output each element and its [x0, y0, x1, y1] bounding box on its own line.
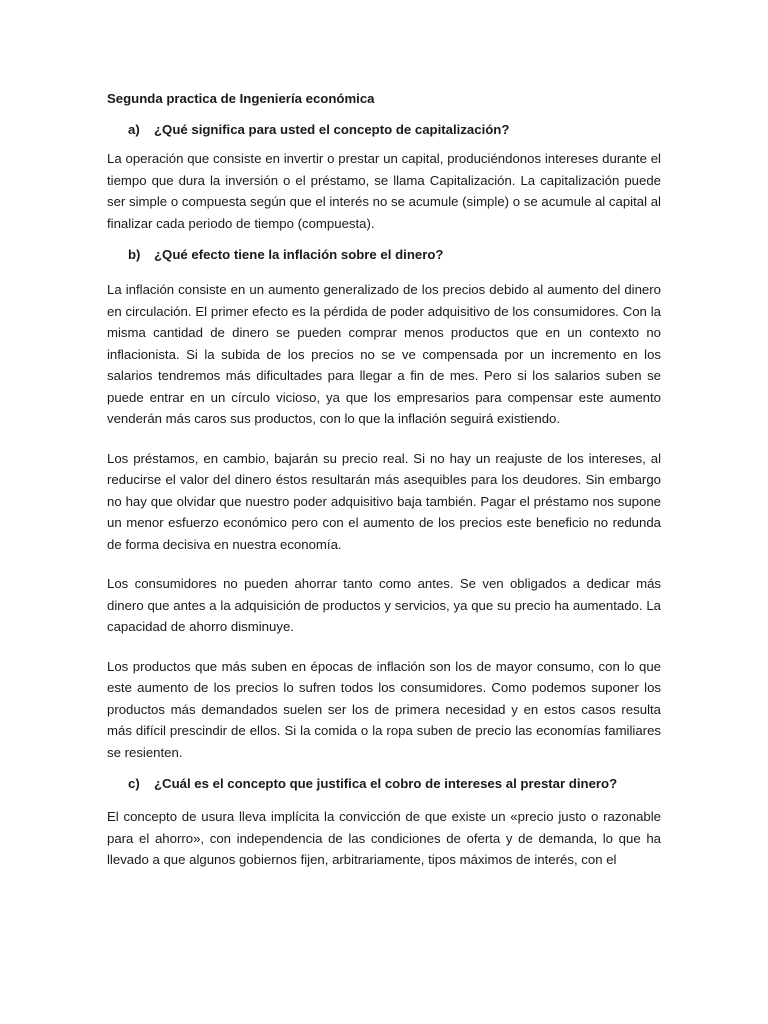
question-a-marker: a) [128, 122, 140, 137]
question-c-marker: c) [128, 776, 140, 791]
answer-b-paragraph-3: Los consumidores no pueden ahorrar tanto como antes. Se ven obligados a dedicar más dinero que antes a la adquisición de productos y servicios, ya que su precio ha aumentado. La capacidad de ahorro disminuye. [107, 576, 661, 634]
question-a-text: ¿Qué significa para usted el concepto de capitalización? [154, 122, 510, 137]
answer-b-paragraph-1: La inflación consiste en un aumento generalizado de los precios debido al aumento del dinero en circulación. El primer efecto es la pérdida de poder adquisitivo de los consumidores. Con la misma cantidad de dinero se pueden comprar menos productos que en un contexto no inflacionista. Si la subida de los precios no se ve compensada por un incremento en los salarios tendremos más dificultades para llegar a fin de mes. Pero si los salarios suben se puede entrar en un círculo vicioso, ya que los empresarios para compensar este aumento venderán más caros sus productos, con lo que la inflación seguirá existiendo. [107, 282, 661, 426]
question-c-text: ¿Cuál es el concepto que justifica el cobro de intereses al prestar dinero? [154, 776, 618, 791]
question-a [107, 119, 661, 140]
answer-b-paragraph-4: Los productos que más suben en épocas de inflación son los de mayor consumo, con lo que este aumento de los precios lo sufren todos los consumidores. Como podemos suponer los productos más demandados suelen ser los de primera necesidad y en estos casos resulta más difícil prescindir de ellos. Si la comida o la ropa suben de precio las economías familiares se resienten. [107, 658, 661, 760]
document-title: Segunda practica de Ingeniería económica [107, 91, 375, 106]
answer-a-paragraph-1: La operación que consiste en invertir o prestar un capital, produciéndonos intereses durante el tiempo que dura la inversión o el préstamo, se llama Capitalización. La capitalización puede ser simple o compuesta según que el interés no se acumule (simple) o se acumule al capital al finalizar cada periodo de tiempo (compuesta). [107, 151, 661, 231]
question-b [107, 244, 661, 265]
question-b-text: ¿Qué efecto tiene la inflación sobre el dinero? [154, 247, 444, 262]
answer-c-paragraph-1: El concepto de usura lleva implícita la convicción de que existe un «precio justo o razonable para el ahorro», con independencia de las condiciones de oferta y de demanda, lo que ha llevado a que algunos gobiernos fijen, arbitrariamente, tipos máximos de interés, con el [107, 809, 661, 867]
document-page [107, 88, 661, 871]
question-c [107, 773, 661, 794]
answer-b-paragraph-2: Los préstamos, en cambio, bajarán su precio real. Si no hay un reajuste de los intereses, al reducirse el valor del dinero éstos resultarán más asequibles para los deudores. Sin embargo no hay que olvidar que nuestro poder adquisitivo baja también. Pagar el préstamo nos supone un menor esfuerzo económico pero con el aumento de los precios este beneficio no redunda de forma decisiva en nuestra economía. [107, 450, 661, 552]
question-b-marker: b) [128, 247, 141, 262]
